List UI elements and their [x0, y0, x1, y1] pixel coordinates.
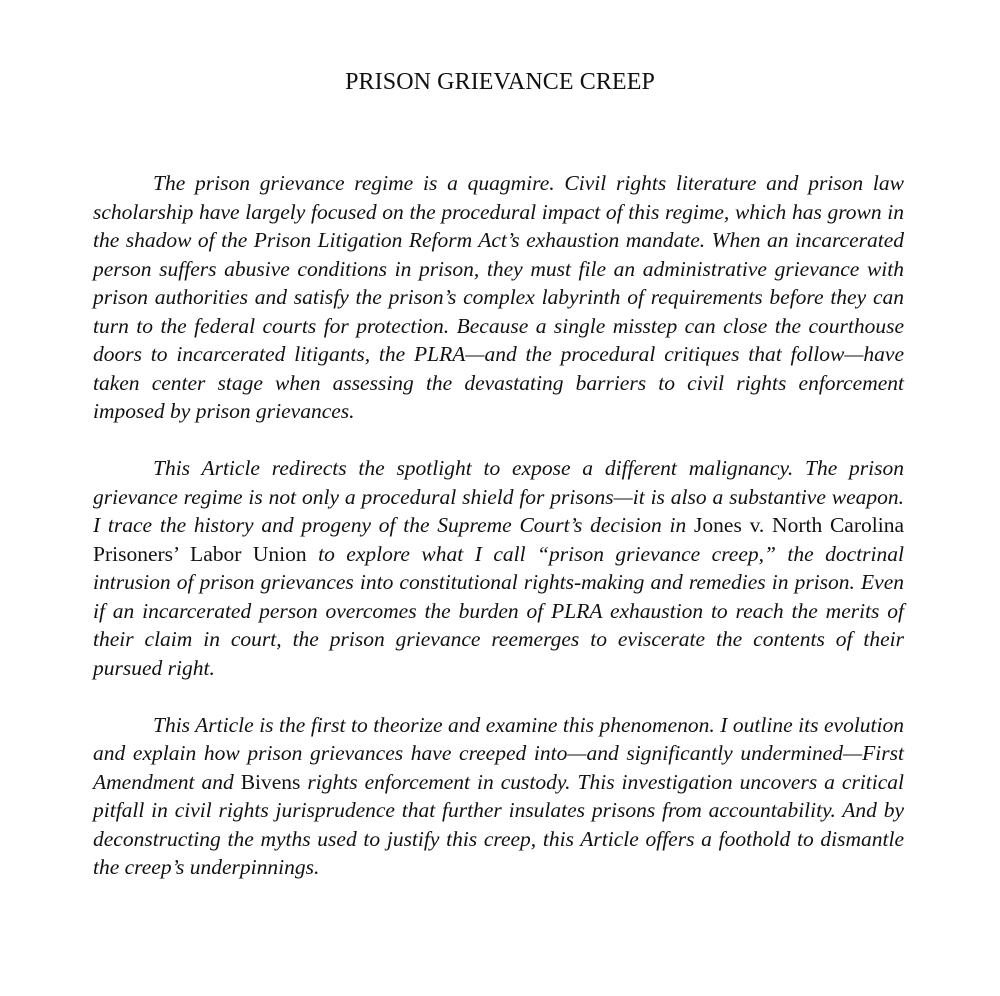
paragraph-2-text-start: This Article redirects the spotlight to expose a different malignancy. The prison grievance regime is not only a procedural shield for prisons—it is also a substantive weapon. I trace the history and progeny of the Supreme Court’s decision in [93, 456, 904, 537]
abstract-paragraph-1 [93, 169, 904, 426]
abstract-paragraph-3 [93, 711, 904, 882]
case-name-bivens: Bivens [240, 769, 301, 794]
paragraph-1-text: The prison grievance regime is a quagmire. Civil rights literature and prison law scholarship have largely focused on the procedural impact of this regime, which has grown in the shadow of the Prison Litigation Reform Act’s exhaustion mandate. When an incarcerated person suffers abusive conditions in prison, they must file an administrative grievance with prison authorities and satisfy the prison’s complex labyrinth of requirements before they can turn to the federal courts for protection. Because a single misstep can close the courthouse doors to incarcerated litigants, the PLRA—and the procedural critiques that follow—have taken center stage when assessing the devastating barriers to civil rights enforcement imposed by prison grievances. [93, 171, 904, 423]
abstract-paragraph-2 [93, 454, 904, 682]
abstract [93, 169, 904, 910]
case-name-jones: Jones v. North Carolina Prisoners’ Labor Union [93, 513, 904, 566]
paragraph-3-text-end: rights enforcement in custody. This investigation uncovers a critical pitfall in civil rights jurisprudence that further insulates prisons from accountability. And by deconstructing the myths used to justify this creep, this Article offers a foothold to dismantle the creep’s underpinnings. [93, 769, 905, 879]
page-title: PRISON GRIEVANCE CREEP [345, 69, 655, 95]
paragraph-3-text-start: This Article is the first to theorize and examine this phenomenon. I outline its evolution and explain how prison grievances have creeped into—and significantly undermined—First Amendment and [93, 712, 904, 794]
paragraph-2-text-end: to explore what I call “prison grievance creep,” the doctrinal intrusion of prison grievances into constitutional rights-making and remedies in prison. Even if an incarcerated person overcomes the burden of PLRA exhaustion to reach the merits of their claim in court, the prison grievance reemerges to eviscerate the contents of their pursued right. [93, 541, 904, 680]
